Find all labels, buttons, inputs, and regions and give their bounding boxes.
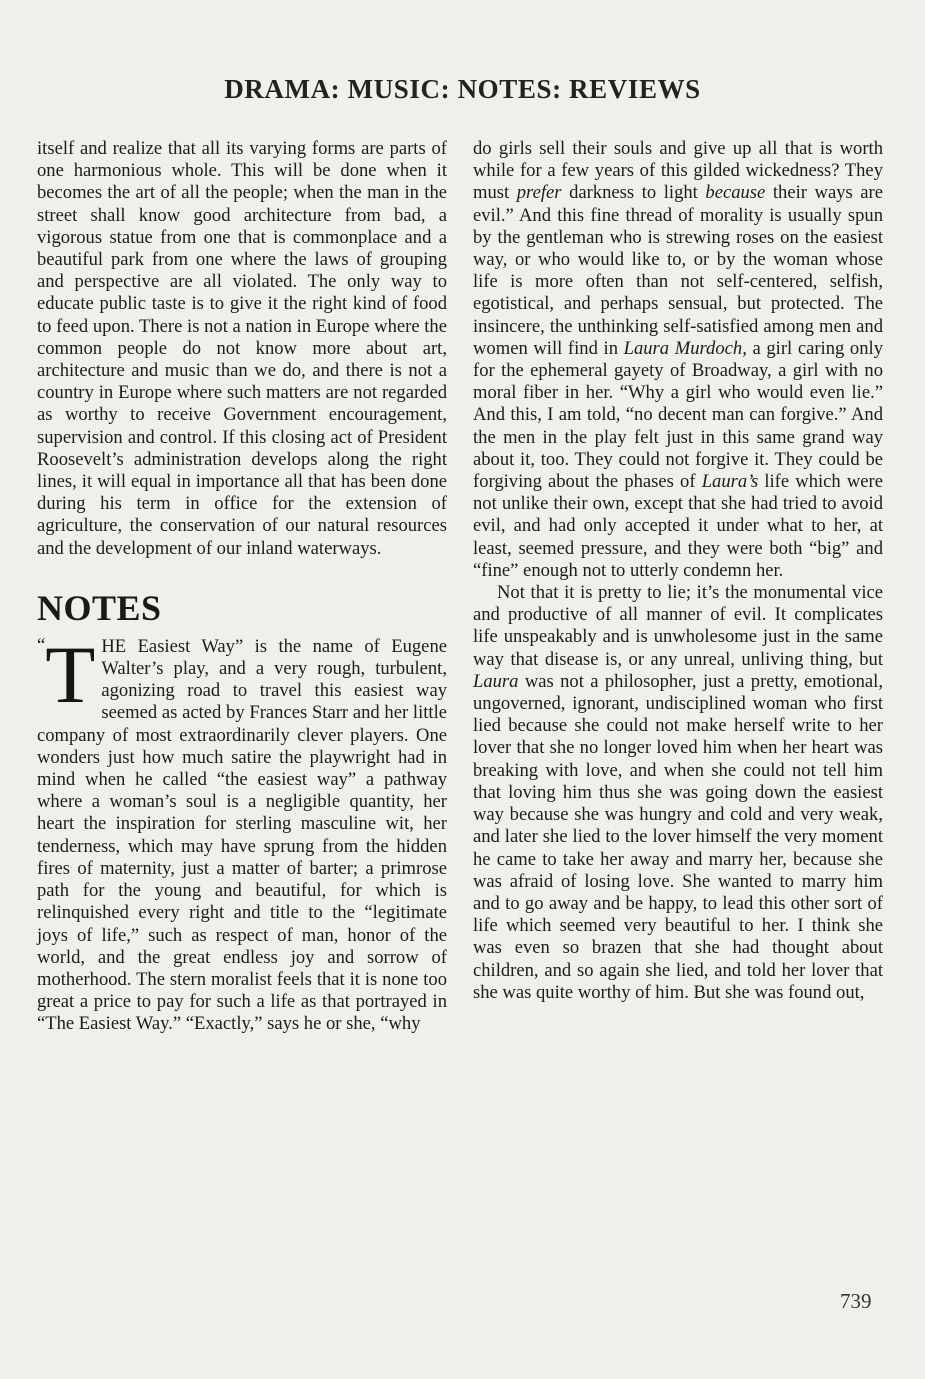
emphasis-text: because: [705, 182, 766, 204]
body-paragraph: itself and realize that all its varying forms are parts of one harmonious whole. This will be done when it becomes the art of all the people; when the man in the street shall know good architecture from bad, a vigorous statue from one that is commonplace and a beautiful park from one where the laws of grouping and perspective are all violated. The only way to educate public taste is to give it the right kind of food to feed upon. There is not a nation in Europe where the common people do not know more about art, architecture and music than we do, and there is not a country in Europe where such matters are not regarded as worthy to receive Government encouragement, supervision and control. If this closing act of President Roosevelt’s administration develops along the right lines, it will equal in importance all that has been done during his term in office for the extension of agriculture, the conservation of our natural resources and the development of our inland waterways.: [37, 138, 447, 559]
text-run: their ways are evil.” And this fine thread of morality is usually spun by the gentleman who is strewing roses on the easiest way, or who would like to, or by the woman whose life is more often than not self-centered, selfish, egotistical, and perhaps sensual, but protected. The insincere, the unthinking self-satisfied among men and women will find in: [473, 182, 883, 359]
emphasis-text: Laura Murdoch,: [623, 337, 747, 359]
right-column: [473, 138, 883, 1004]
text-run: Not that it is pretty to lie; it’s the monumental vice and productive of all manner of evil. It complicates life unspeakably and is unwholesome just in the same way that disease is, or any unreal, unliving thing, but: [473, 582, 883, 670]
section-heading: NOTES: [37, 587, 162, 628]
emphasis-text: Laura: [473, 670, 519, 692]
text-run: darkness to light: [561, 182, 706, 204]
notes-paragraph-text: HE Easiest Way” is the name of Eugene Walter’s play, and a very rough, turbulent, agonizing road to travel this easiest way seemed as acted by Frances Starr and her little company of most extraordinarily clever players. One wonders just how much satire the playwright had in mind when he called “the easiest way” a pathway where a woman’s soul is a negligible quantity, her heart the inspiration for sterling masculine wit, her tenderness, which may have sprung from the hidden fires of maternity, just a matter of barter; a primrose path for the young and beautiful, for which is relinquished every right and title to the “legitimate joys of life,” such as respect of man, honor of the world, and the great endless joy and sorrow of motherhood. The stern moralist feels that it is none too great a price to pay for such a life as that portrayed in “The Easiest Way.” “Exactly,” says he or she, “why: [37, 635, 447, 1035]
emphasis-text: prefer: [516, 182, 562, 204]
left-column: [37, 138, 447, 1036]
body-paragraph: [473, 138, 883, 582]
text-run: life which were not unlike their own, except that she had tried to avoid evil, and had only accepted it under what to her, at least, seemed pressure, and they were both “big” and “fine” enough not to utterly condemn her.: [473, 471, 883, 581]
drop-cap-group: [37, 628, 96, 720]
drop-cap-letter: T: [45, 628, 96, 720]
text-run: a girl caring only for the ephemeral gayety of Broadway, a girl with no moral fiber in her. “Why a girl who would even lie.” And this, I am told, “no decent man can forgive.” And the men in the play felt just in this same grand way about it, too. They could not forgive it. They could be forgiving about the phases of: [473, 337, 883, 493]
page-header: DRAMA: MUSIC: NOTES: REVIEWS: [224, 74, 701, 104]
page-number: 739: [840, 1289, 872, 1313]
text-run: do girls sell their souls and give up all that is worth while for a few years of this gilded wickedness? They must: [473, 138, 883, 204]
text-run: was not a philosopher, just a pretty, emotional, ungoverned, ignorant, undisciplined woman who first lied because she could not make herself write to her lover that she no longer loved him when her heart was breaking with love, and when she could not tell him that loving him thus she was going down the easiest way because she was hungry and cold and very weak, and later she lied to the lover himself the very moment he came to take her away and marry her, because she was afraid of losing love. She wanted to marry him and to go away and be happy, to lead this other sort of life which seemed very beautiful to her. I think she was even so brazen that she had thought about children, and so again she lied, and told her lover that she was quite worthy of him. But she was found out,: [473, 670, 883, 1003]
opening-quote: “: [37, 634, 46, 656]
emphasis-text: Laura’s: [701, 471, 759, 493]
notes-paragraph: [37, 628, 447, 1036]
body-paragraph: [473, 582, 883, 1004]
